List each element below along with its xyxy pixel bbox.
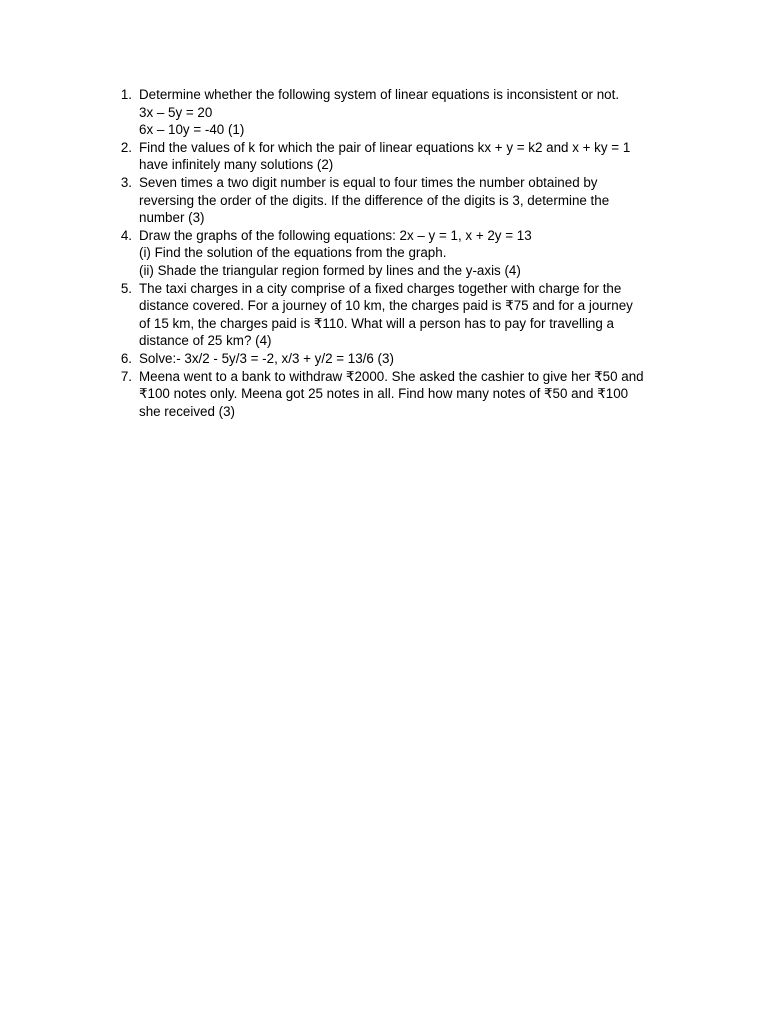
subquestion-line: (ii) Shade the triangular region formed by lines and the y-axis (4) [139, 262, 521, 278]
question-number: 2. [120, 139, 132, 155]
equation-line: 3x – 5y = 20 [139, 104, 213, 120]
question-text-line: Meena went to a bank to withdraw ₹2000. She asked the cashier to give her ₹50 and [139, 368, 644, 384]
question-5 [108, 280, 688, 350]
question-text-line: Find the values of k for which the pair of linear equations kx + y = k2 and x + ky = 1 [139, 139, 631, 155]
question-text-line: ₹100 notes only. Meena got 25 notes in all. Find how many notes of ₹50 and ₹100 [139, 386, 629, 402]
equation-line: 6x – 10y = -40 (1) [139, 122, 245, 138]
question-number: 7. [120, 368, 132, 384]
question-3 [108, 174, 688, 227]
question-1 [108, 86, 688, 139]
question-text-line: Solve:- 3x/2 - 5y/3 = -2, x/3 + y/2 = 13/6 (3) [139, 350, 394, 366]
question-text-line: Draw the graphs of the following equations: 2x – y = 1, x + 2y = 13 [139, 227, 532, 243]
question-7 [108, 368, 688, 421]
question-number: 1. [120, 87, 132, 102]
question-text-line: have infinitely many solutions (2) [139, 157, 334, 173]
question-text-line: number (3) [139, 210, 205, 226]
question-4 [108, 227, 688, 280]
question-text-line: she received (3) [139, 403, 236, 419]
question-text-line: distance of 25 km? (4) [139, 333, 272, 349]
question-text-line: Seven times a two digit number is equal to four times the number obtained by [139, 174, 598, 190]
subquestion-line: (i) Find the solution of the equations from the graph. [139, 245, 447, 261]
question-text-line: reversing the order of the digits. If the difference of the digits is 3, determine the [139, 192, 610, 208]
question-6 [108, 350, 688, 368]
question-text-line: distance covered. For a journey of 10 km, the charges paid is ₹75 and for a journey [139, 298, 633, 314]
question-list [108, 86, 688, 420]
question-number: 6. [120, 350, 132, 366]
question-number: 3. [120, 174, 132, 190]
question-text-line: Determine whether the following system of linear equations is inconsistent or not. [139, 87, 620, 102]
question-2 [108, 139, 688, 174]
question-number: 4. [120, 227, 132, 243]
question-number: 5. [120, 280, 132, 296]
question-text-line: of 15 km, the charges paid is ₹110. What will a person has to pay for travelling a [139, 315, 614, 331]
question-text-line: The taxi charges in a city comprise of a fixed charges together with charge for the [139, 280, 622, 296]
